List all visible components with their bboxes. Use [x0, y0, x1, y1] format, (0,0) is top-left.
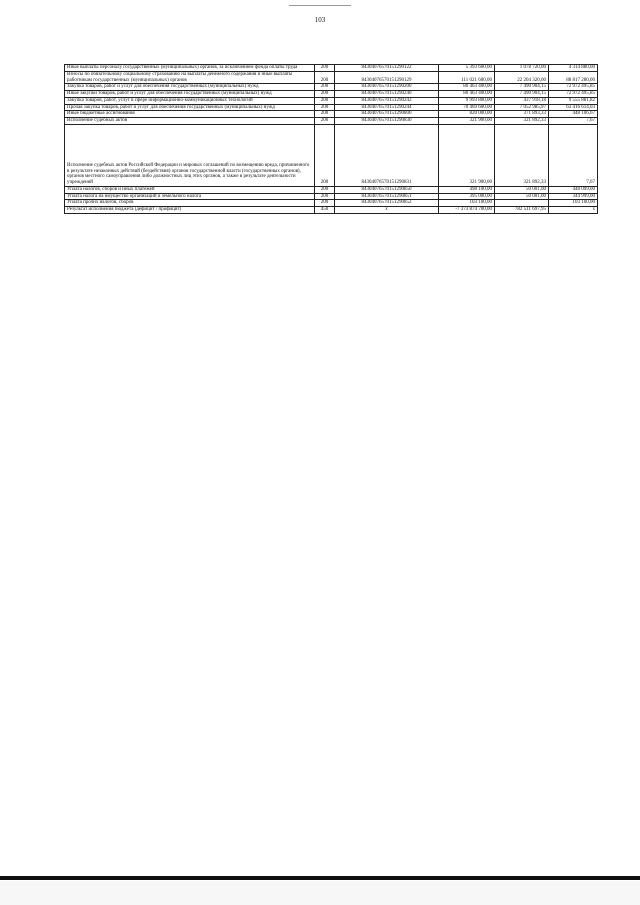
row-budget-code: 84304076570151290242 [335, 97, 439, 104]
row-budget-code: x [335, 207, 439, 214]
row-unexecuted: 7,67 [549, 124, 598, 186]
table-row [65, 91, 598, 98]
row-approved: 820 000,00 [439, 111, 495, 118]
row-line-code: 200 [315, 104, 335, 111]
row-executed [495, 200, 549, 207]
table-row [65, 118, 598, 125]
row-name: Иные бюджетные ассигнования [65, 111, 315, 118]
row-unexecuted: 448 099,00 [549, 186, 598, 193]
row-name: Прочая закупка товаров, работ и услуг для обеспечения государственных (муниципальных) нужд [65, 104, 315, 111]
row-budget-code: 84304076570151290852 [335, 200, 439, 207]
row-name: Исполнение судебных актов Российской Федерации и мировых соглашений по возмещению вреда, причиненного в результате незаконных действий (бездействия) органов государственной власти (государственных органов), органов местного самоуправления либо должностных лиц этих органов, а также в результате деятельности учреждений [65, 124, 315, 186]
row-line-code: 200 [315, 186, 335, 193]
row-unexecuted: 448 106,67 [549, 111, 598, 118]
row-line-code: 200 [315, 97, 335, 104]
row-approved: -7 373 874 700,00 [439, 207, 495, 214]
row-approved: 70 469 600,00 [439, 104, 495, 111]
budget-execution-table [64, 64, 598, 214]
top-rule [289, 5, 351, 6]
row-name: Иные выплаты персоналу государственных (муниципальных) органов, за исключением фонда оплаты труда [65, 65, 315, 72]
bottom-scan-edge [0, 876, 640, 880]
table-body [65, 65, 598, 214]
row-budget-code: 84304076570151290122 [335, 65, 439, 72]
row-approved: 103 100,00 [439, 200, 495, 207]
page-number: 103 [314, 16, 326, 24]
row-executed: 371 893,33 [495, 111, 549, 118]
row-approved: 321 900,00 [439, 118, 495, 125]
row-executed: 7 490 904,15 [495, 91, 549, 98]
row-unexecuted: x [549, 207, 598, 214]
table-row [65, 104, 598, 111]
row-approved: 80 463 400,00 [439, 84, 495, 91]
row-name: Исполнение судебных актов [65, 118, 315, 125]
row-unexecuted: 9 555 881,82 [549, 97, 598, 104]
row-approved: 9 993 800,00 [439, 97, 495, 104]
row-budget-code: 84304076570151290831 [335, 124, 439, 186]
row-executed: 1 078 720,00 [495, 65, 549, 72]
row-budget-code: 84304076570151290244 [335, 104, 439, 111]
row-approved: 498 100,00 [439, 186, 495, 193]
row-approved: 80 463 400,00 [439, 91, 495, 98]
row-name: Закупка товаров, работ и услуг для обеспечения государственных (муниципальных) нужд [65, 84, 315, 91]
row-line-code: 200 [315, 111, 335, 118]
row-approved: 395 000,00 [439, 193, 495, 200]
row-name: Взносы по обязательному социальному страхованию на выплаты денежного содержания и иные выплаты работникам государственных (муниципальных) органов [65, 71, 315, 84]
row-executed: 321 892,33 [495, 124, 549, 186]
row-name: Уплата прочих налогов, сборов [65, 200, 315, 207]
row-executed: 321 892,33 [495, 118, 549, 125]
row-budget-code: 84304076570151290129 [335, 71, 439, 84]
row-unexecuted: 103 100,00 [549, 200, 598, 207]
row-approved: 111 021 600,00 [439, 71, 495, 84]
row-approved: 321 900,00 [439, 124, 495, 186]
row-budget-code: 84304076570151290240 [335, 91, 439, 98]
row-budget-code: 84304076570151290851 [335, 193, 439, 200]
row-line-code: 200 [315, 124, 335, 186]
row-executed: 7 490 904,15 [495, 84, 549, 91]
row-line-code: 200 [315, 65, 335, 72]
row-line-code: 200 [315, 193, 335, 200]
row-approved: 5 393 600,00 [439, 65, 495, 72]
table-row [65, 186, 598, 193]
row-line-code: 200 [315, 200, 335, 207]
row-line-code: 200 [315, 84, 335, 91]
row-executed: 50 001,00 [495, 193, 549, 200]
row-unexecuted: 72 972 495,85 [549, 91, 598, 98]
row-name: Закупка товаров, работ, услуг в сфере информационно-коммуникационных технологий [65, 97, 315, 104]
table-row [65, 124, 598, 186]
bottom-margin [0, 881, 640, 905]
row-line-code: 200 [315, 118, 335, 125]
row-name: Иные закупки товаров, работ и услуг для обеспечения государственных (муниципальных) нужд [65, 91, 315, 98]
row-budget-code: 84304076570151290830 [335, 118, 439, 125]
row-unexecuted: 7,67 [549, 118, 598, 125]
row-line-code: 200 [315, 91, 335, 98]
row-unexecuted: 344 999,00 [549, 193, 598, 200]
row-budget-code: 84304076570151290200 [335, 84, 439, 91]
table-row [65, 65, 598, 72]
row-executed: 22 204 320,00 [495, 71, 549, 84]
row-unexecuted: 4 314 880,00 [549, 65, 598, 72]
table-row [65, 193, 598, 200]
row-line-code: 200 [315, 71, 335, 84]
row-name: Результат исполнения бюджета (дефицит / профицит) [65, 207, 315, 214]
row-budget-code: 84304076570151290850 [335, 186, 439, 193]
table-row [65, 84, 598, 91]
row-executed: 7 052 985,97 [495, 104, 549, 111]
table-row [65, 200, 598, 207]
table-row [65, 111, 598, 118]
table-row [65, 97, 598, 104]
row-executed: 437 918,18 [495, 97, 549, 104]
row-unexecuted: 88 817 280,00 [549, 71, 598, 84]
row-budget-code: 84304076570151290800 [335, 111, 439, 118]
row-name: Уплата налога на имущество организаций и земельного налога [65, 193, 315, 200]
row-name: Уплата налогов, сборов и иных платежей [65, 186, 315, 193]
table-row [65, 207, 598, 214]
table-row [65, 71, 598, 84]
row-executed: 782 511 697,95 [495, 207, 549, 214]
row-unexecuted: 72 972 495,85 [549, 84, 598, 91]
row-unexecuted: 63 416 614,03 [549, 104, 598, 111]
row-line-code: 450 [315, 207, 335, 214]
row-executed: 50 001,00 [495, 186, 549, 193]
